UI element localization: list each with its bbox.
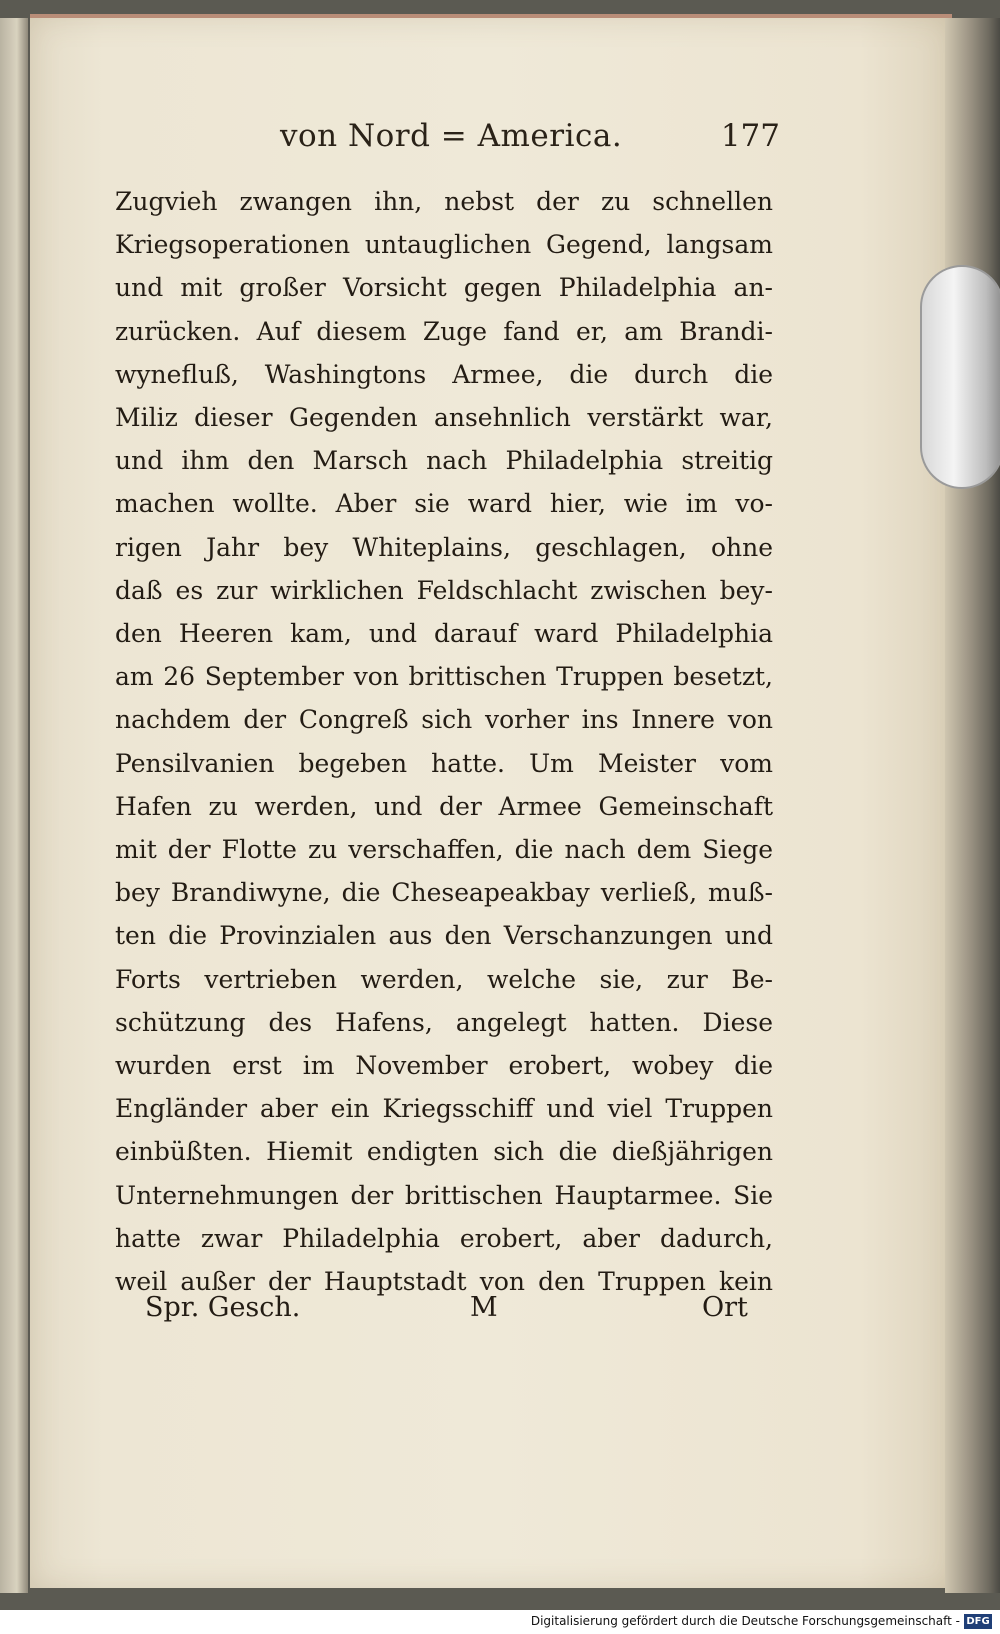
page-number: 177 bbox=[720, 118, 780, 154]
sheet-mark: M bbox=[470, 1292, 498, 1323]
text-line: Zugvieh zwangen ihn, nebst der zu schnellen bbox=[115, 187, 773, 216]
text-line: Forts vertrieben werden, welche sie, zur Be- bbox=[115, 964, 773, 994]
dfg-logo: DFG bbox=[964, 1614, 992, 1629]
text-line: daß es zur wirklichen Feldschlacht zwischen bey- bbox=[115, 575, 773, 605]
facing-page-edge bbox=[0, 18, 28, 1593]
text-line: wynefluß, Washingtons Armee, die durch die bbox=[115, 359, 773, 389]
text-line: und mit großer Vorsicht gegen Philadelphia an- bbox=[115, 273, 773, 303]
text-line: hatte zwar Philadelphia erobert, aber dadurch, bbox=[115, 1223, 773, 1253]
text-line: Hafen zu werden, und der Armee Gemeinschaft bbox=[115, 791, 773, 821]
text-line: schützung des Hafens, angelegt hatten. Diese bbox=[115, 1007, 773, 1037]
running-head: von Nord = America. bbox=[280, 118, 623, 154]
text-line: am 26 September von brittischen Truppen besetzt, bbox=[115, 662, 773, 692]
text-line: den Heeren kam, und darauf ward Philadelphia bbox=[115, 619, 773, 648]
page-clip-icon bbox=[920, 265, 1000, 489]
digitization-credit bbox=[0, 1610, 1000, 1634]
text-line: zurücken. Auf diesem Zuge fand er, am Brandi- bbox=[115, 316, 773, 346]
text-line: Pensilvanien begeben hatte. Um Meister vom bbox=[115, 748, 773, 778]
text-line: wurden erst im November erobert, wobey die bbox=[115, 1051, 773, 1080]
text-line: nachdem der Congreß sich vorher ins Innere von bbox=[115, 705, 773, 735]
text-line: Engländer aber ein Kriegsschiff und viel Truppen bbox=[115, 1094, 773, 1124]
text-line: einbüßten. Hiemit endigten sich die dießjährigen bbox=[115, 1137, 773, 1167]
text-line: bey Brandiwyne, die Cheseapeakbay verließ, muß- bbox=[115, 878, 773, 908]
text-line: und ihm den Marsch nach Philadelphia streitig bbox=[115, 446, 773, 476]
page-stack-edge bbox=[945, 18, 1000, 1593]
credit-text: Digitalisierung gefördert durch die Deutsche Forschungsgemeinschaft - bbox=[530, 1614, 960, 1628]
text-line: ten die Provinzialen aus den Verschanzungen und bbox=[115, 921, 773, 951]
page-header bbox=[250, 118, 780, 162]
text-line: Unternehmungen der brittischen Hauptarmee. Sie bbox=[115, 1180, 773, 1210]
signature-mark: Spr. Gesch. bbox=[145, 1292, 301, 1323]
text-line: mit der Flotte zu verschaffen, die nach dem Siege bbox=[115, 835, 773, 864]
text-line: machen wollte. Aber sie ward hier, wie im vo- bbox=[115, 489, 773, 519]
catchword: Ort bbox=[702, 1292, 748, 1323]
text-line: Kriegsoperationen untauglichen Gegend, langsam bbox=[115, 230, 773, 260]
text-line: rigen Jahr bey Whiteplains, geschlagen, ohne bbox=[115, 532, 773, 562]
text-line: Miliz dieser Gegenden ansehnlich verstärkt war, bbox=[115, 403, 773, 432]
text-line: weil außer der Hauptstadt von den Truppen kein bbox=[115, 1267, 773, 1296]
